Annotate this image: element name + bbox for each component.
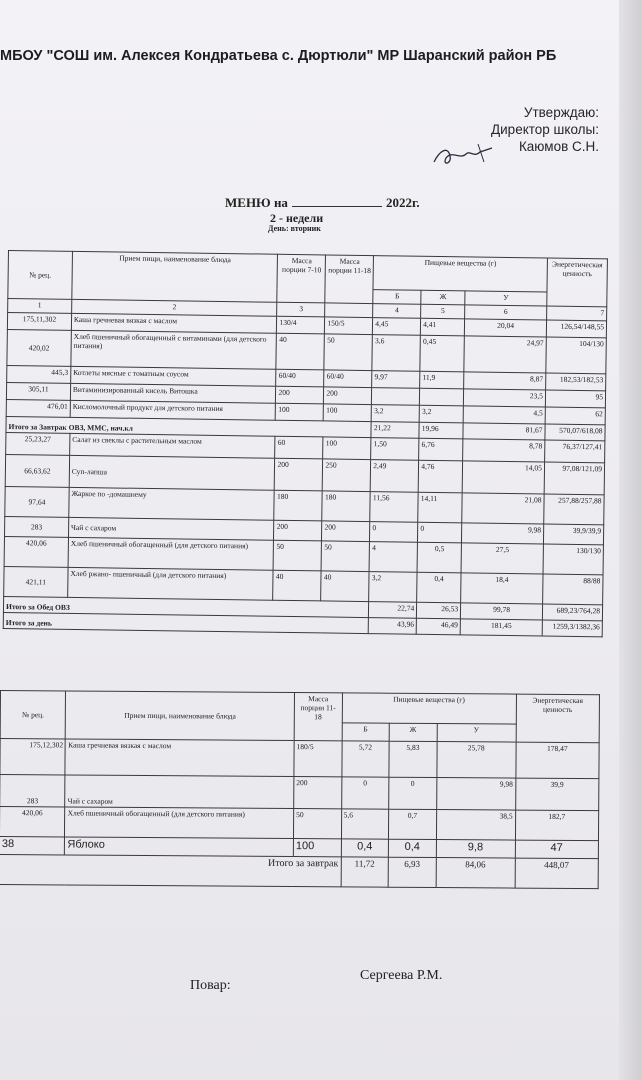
mass-11-18: 50 xyxy=(293,809,341,839)
energy: 182,53/182,53 xyxy=(546,373,606,391)
paper-stack-edge xyxy=(619,0,641,1080)
dish-name: Жаркое по -домашнему xyxy=(69,487,275,520)
carbs: 4,5 xyxy=(463,406,545,424)
mass-7-10: 200 xyxy=(276,386,324,404)
mass-7-10: 130/4 xyxy=(277,316,325,334)
menu-title xyxy=(225,195,420,211)
header-protein: Б xyxy=(342,723,390,741)
date-blank-line xyxy=(292,206,382,207)
table-row xyxy=(0,775,599,811)
mass-7-10: 40 xyxy=(273,570,321,601)
carbs: 9,98 xyxy=(462,523,544,544)
fat: 0,5 xyxy=(417,542,461,573)
protein: 22,74 xyxy=(369,602,417,619)
fat xyxy=(420,388,464,406)
protein: 43,96 xyxy=(368,618,416,635)
col-num xyxy=(325,303,373,318)
mass-11-18: 50 xyxy=(324,334,372,371)
recipe-no: 38 xyxy=(0,836,65,854)
mass-11-18: 150/5 xyxy=(325,317,373,335)
protein: 21,22 xyxy=(371,422,419,439)
mass-11-18: 40 xyxy=(321,571,369,602)
protein: 9,97 xyxy=(372,371,420,389)
recipe-no: 476,01 xyxy=(6,399,70,417)
header-energy: Энергетическая ценность xyxy=(516,694,600,743)
carbs: 9,98 xyxy=(436,778,515,811)
dish-name: Чай с сахаром xyxy=(68,517,274,540)
total-label: Итого за день xyxy=(3,612,369,633)
recipe-no: 420,06 xyxy=(4,536,68,567)
energy: 39,9/39,9 xyxy=(543,524,603,545)
carbs: 23,5 xyxy=(464,389,546,407)
energy: 1259,3/1382,36 xyxy=(542,620,602,637)
mass-7-10: 40 xyxy=(276,333,324,370)
col-num: 5 xyxy=(421,304,465,319)
day-label: День: вторник xyxy=(268,224,321,233)
mass-11-18: 250 xyxy=(323,459,371,492)
header-recipe-no: № рец. xyxy=(0,691,66,739)
fat: 6,93 xyxy=(388,857,436,887)
menu-table-second xyxy=(0,690,600,889)
protein: 3,6 xyxy=(372,335,420,372)
carbs: 8,78 xyxy=(463,439,545,462)
mass-7-10: 200 xyxy=(274,520,322,541)
protein: 0 xyxy=(370,522,418,543)
subtotal-label: Итого за Обед ОВЗ xyxy=(3,596,369,617)
protein xyxy=(372,388,420,406)
header-nutrients: Пищевые вещества (г) xyxy=(342,693,516,724)
mass-7-10: 50 xyxy=(274,540,322,571)
header-energy: Энергетическая ценность xyxy=(547,258,608,307)
fat: 0,4 xyxy=(388,839,436,857)
fat: 46,49 xyxy=(416,618,460,635)
fat: 5,83 xyxy=(389,741,437,777)
mass-7-10: 180 xyxy=(274,490,322,521)
recipe-no: 66,63,62 xyxy=(5,454,69,487)
header-nutrients: Пищевые вещества (г) xyxy=(373,256,547,292)
fat: 6,76 xyxy=(419,438,463,461)
energy: 47 xyxy=(515,840,599,859)
recipe-no: 420,06 xyxy=(0,807,65,837)
header-mass-7-10: Масса порции 7-10 xyxy=(277,254,326,303)
protein: 4 xyxy=(369,542,417,573)
approve-name: Каюмов С.Н. xyxy=(518,139,599,154)
energy: 95 xyxy=(545,390,605,408)
mass-11-18: 200 xyxy=(322,521,370,542)
energy: 257,88/257,88 xyxy=(544,494,604,525)
energy: 62 xyxy=(545,407,605,425)
approve-label: Утверждаю: xyxy=(523,105,599,120)
fat: 0 xyxy=(418,522,462,543)
mass-11-18: 100 xyxy=(323,437,371,460)
fat: 3,2 xyxy=(419,405,463,423)
energy: 88/88 xyxy=(543,574,603,605)
energy: 448,07 xyxy=(515,858,599,889)
dish-name: Суп-лапша xyxy=(69,455,275,490)
mass-11-18: 100 xyxy=(324,404,372,422)
school-header: МБОУ "СОШ им. Алексея Кондратьева с. Дюртюли" МР Шаранский район РБ xyxy=(0,48,557,64)
dish-name: Хлеб пшеничный обогащенный с витаминами (для детского питания) xyxy=(71,330,277,369)
protein: 1,50 xyxy=(371,438,419,461)
dish-name: Кисломолочный продукт для детского питания xyxy=(70,400,276,420)
protein: 11,56 xyxy=(370,492,418,523)
carbs: 84,06 xyxy=(436,858,515,889)
recipe-no: 283 xyxy=(4,516,68,537)
carbs: 38,5 xyxy=(436,810,515,841)
protein: 0,4 xyxy=(341,839,389,857)
carbs: 25,78 xyxy=(436,742,515,779)
energy: 130/130 xyxy=(543,544,603,575)
dish-name: Хлеб пшеничный обогащенный (для детского питания) xyxy=(68,537,274,570)
mass-11-18: 100 xyxy=(293,839,341,857)
protein: 5,6 xyxy=(341,809,389,839)
protein: 0 xyxy=(341,777,389,809)
energy: 570,07/618,08 xyxy=(545,424,605,441)
dish-name: Чай с сахаром xyxy=(65,775,294,809)
header-mass-11-18: Масса порции 11-18 xyxy=(325,255,374,304)
energy: 126,54/148,55 xyxy=(546,320,606,338)
carbs: 24,97 xyxy=(464,336,546,373)
recipe-no: 283 xyxy=(0,775,65,807)
recipe-no: 175,12,302 xyxy=(0,739,66,775)
fat: 0,4 xyxy=(417,572,461,603)
recipe-no: 421,11 xyxy=(4,566,68,597)
header-fat: Ж xyxy=(421,290,465,305)
table-row xyxy=(0,739,599,779)
fat: 0 xyxy=(389,777,437,809)
header-carbs: У xyxy=(437,724,516,743)
col-num: 1 xyxy=(8,299,72,314)
header-protein: Б xyxy=(373,290,421,305)
mass-7-10: 100 xyxy=(276,403,324,421)
subtotal-label: Итого за Завтрак ОВЗ, ММС, нач.кл xyxy=(6,416,372,437)
carbs: 81,67 xyxy=(463,423,545,440)
week-label: 2 - недели xyxy=(270,211,324,225)
fat: 4,76 xyxy=(418,460,462,493)
cook-label: Повар: xyxy=(190,978,231,993)
protein: 2,49 xyxy=(370,460,418,493)
menu-title-left: МЕНЮ на xyxy=(225,195,288,210)
carbs: 20,04 xyxy=(464,319,546,337)
carbs: 21,08 xyxy=(462,493,544,524)
protein: 11,72 xyxy=(341,857,389,887)
recipe-no: 445,3 xyxy=(7,365,71,383)
mass-11-18: 60/40 xyxy=(324,370,372,388)
cook-name: Сергеева Р.М. xyxy=(360,968,443,983)
menu-table-main xyxy=(3,250,608,637)
energy: 39,9 xyxy=(515,778,599,811)
carbs: 27,5 xyxy=(461,543,543,574)
mass-7-10: 200 xyxy=(275,458,323,491)
header-dish-name: Прием пищи, наименование блюда xyxy=(72,251,278,302)
mass-11-18: 180 xyxy=(322,491,370,522)
protein: 5,72 xyxy=(341,741,389,777)
mass-7-10: 60/40 xyxy=(276,369,324,387)
col-num: 3 xyxy=(277,302,325,317)
protein: 4,45 xyxy=(373,318,421,336)
col-num: 2 xyxy=(72,299,278,316)
protein: 3,2 xyxy=(371,405,419,423)
subtotal-label: Итого за завтрак xyxy=(0,854,341,886)
col-num: 7 xyxy=(547,306,607,321)
dish-name: Котлеты мясные с томатным соусом xyxy=(71,366,277,386)
menu-title-year: 2022г. xyxy=(385,195,420,210)
mass-11-18: 50 xyxy=(321,541,369,572)
dish-name: Каша гречневая вязкая с маслом xyxy=(65,739,294,777)
header-carbs: У xyxy=(465,291,547,306)
energy: 104/130 xyxy=(546,337,607,374)
fat: 26,53 xyxy=(417,602,461,619)
dish-name: Хлеб ржано- пшеничный (для детского питания) xyxy=(68,567,274,600)
recipe-no: 25,23,27 xyxy=(6,432,70,455)
col-num: 6 xyxy=(465,305,547,320)
dish-name: Хлеб пшеничный обогащенный (для детского питания) xyxy=(65,807,294,839)
approve-position: Директор школы: xyxy=(491,122,599,137)
fat: 0,45 xyxy=(420,335,464,372)
dish-name: Салат из свеклы с растительным маслом xyxy=(70,433,276,458)
carbs: 8,87 xyxy=(464,372,546,390)
energy: 76,37/127,41 xyxy=(545,440,605,463)
fat: 0,7 xyxy=(389,809,437,839)
header-mass-11-18: Масса порции 11-18 xyxy=(294,693,342,741)
energy: 182,7 xyxy=(515,810,599,841)
recipe-no: 175,11,302 xyxy=(7,313,71,331)
recipe-no: 97,64 xyxy=(5,486,69,517)
fat: 11,9 xyxy=(420,371,464,389)
energy: 97,08/121,09 xyxy=(544,462,604,495)
mass-11-18: 200 xyxy=(324,387,372,405)
mass-11-18: 200 xyxy=(294,777,342,809)
carbs: 14,05 xyxy=(462,461,544,494)
energy: 178,47 xyxy=(515,742,599,779)
header-recipe-no: № рец. xyxy=(8,251,73,300)
mass-7-10: 60 xyxy=(275,436,323,459)
dish-name: Витаминизированный кисель Витошка xyxy=(70,383,276,403)
header-fat: Ж xyxy=(389,723,437,741)
protein: 3,2 xyxy=(369,572,417,603)
col-num: 4 xyxy=(373,304,421,319)
energy: 689,23/764,28 xyxy=(542,604,602,621)
dish-name: Яблоко xyxy=(65,837,294,857)
subtotal-row xyxy=(0,854,598,888)
carbs: 18,4 xyxy=(461,573,543,604)
carbs: 9,8 xyxy=(436,840,515,859)
mass-11-18: 180/5 xyxy=(294,741,342,777)
fat: 14,11 xyxy=(418,492,462,523)
fat: 19,96 xyxy=(419,422,463,439)
carbs: 99,78 xyxy=(461,603,543,620)
recipe-no: 420,02 xyxy=(7,329,71,366)
fat: 4,41 xyxy=(421,318,465,336)
carbs: 181,45 xyxy=(460,619,542,636)
dish-name: Каша гречневая вязкая с маслом xyxy=(71,313,277,333)
director-signature-icon xyxy=(430,140,500,170)
table-row xyxy=(0,807,599,841)
recipe-no: 305,11 xyxy=(6,382,70,400)
header-dish-name: Прием пищи, наименование блюда xyxy=(66,691,295,741)
approval-block xyxy=(491,104,599,155)
